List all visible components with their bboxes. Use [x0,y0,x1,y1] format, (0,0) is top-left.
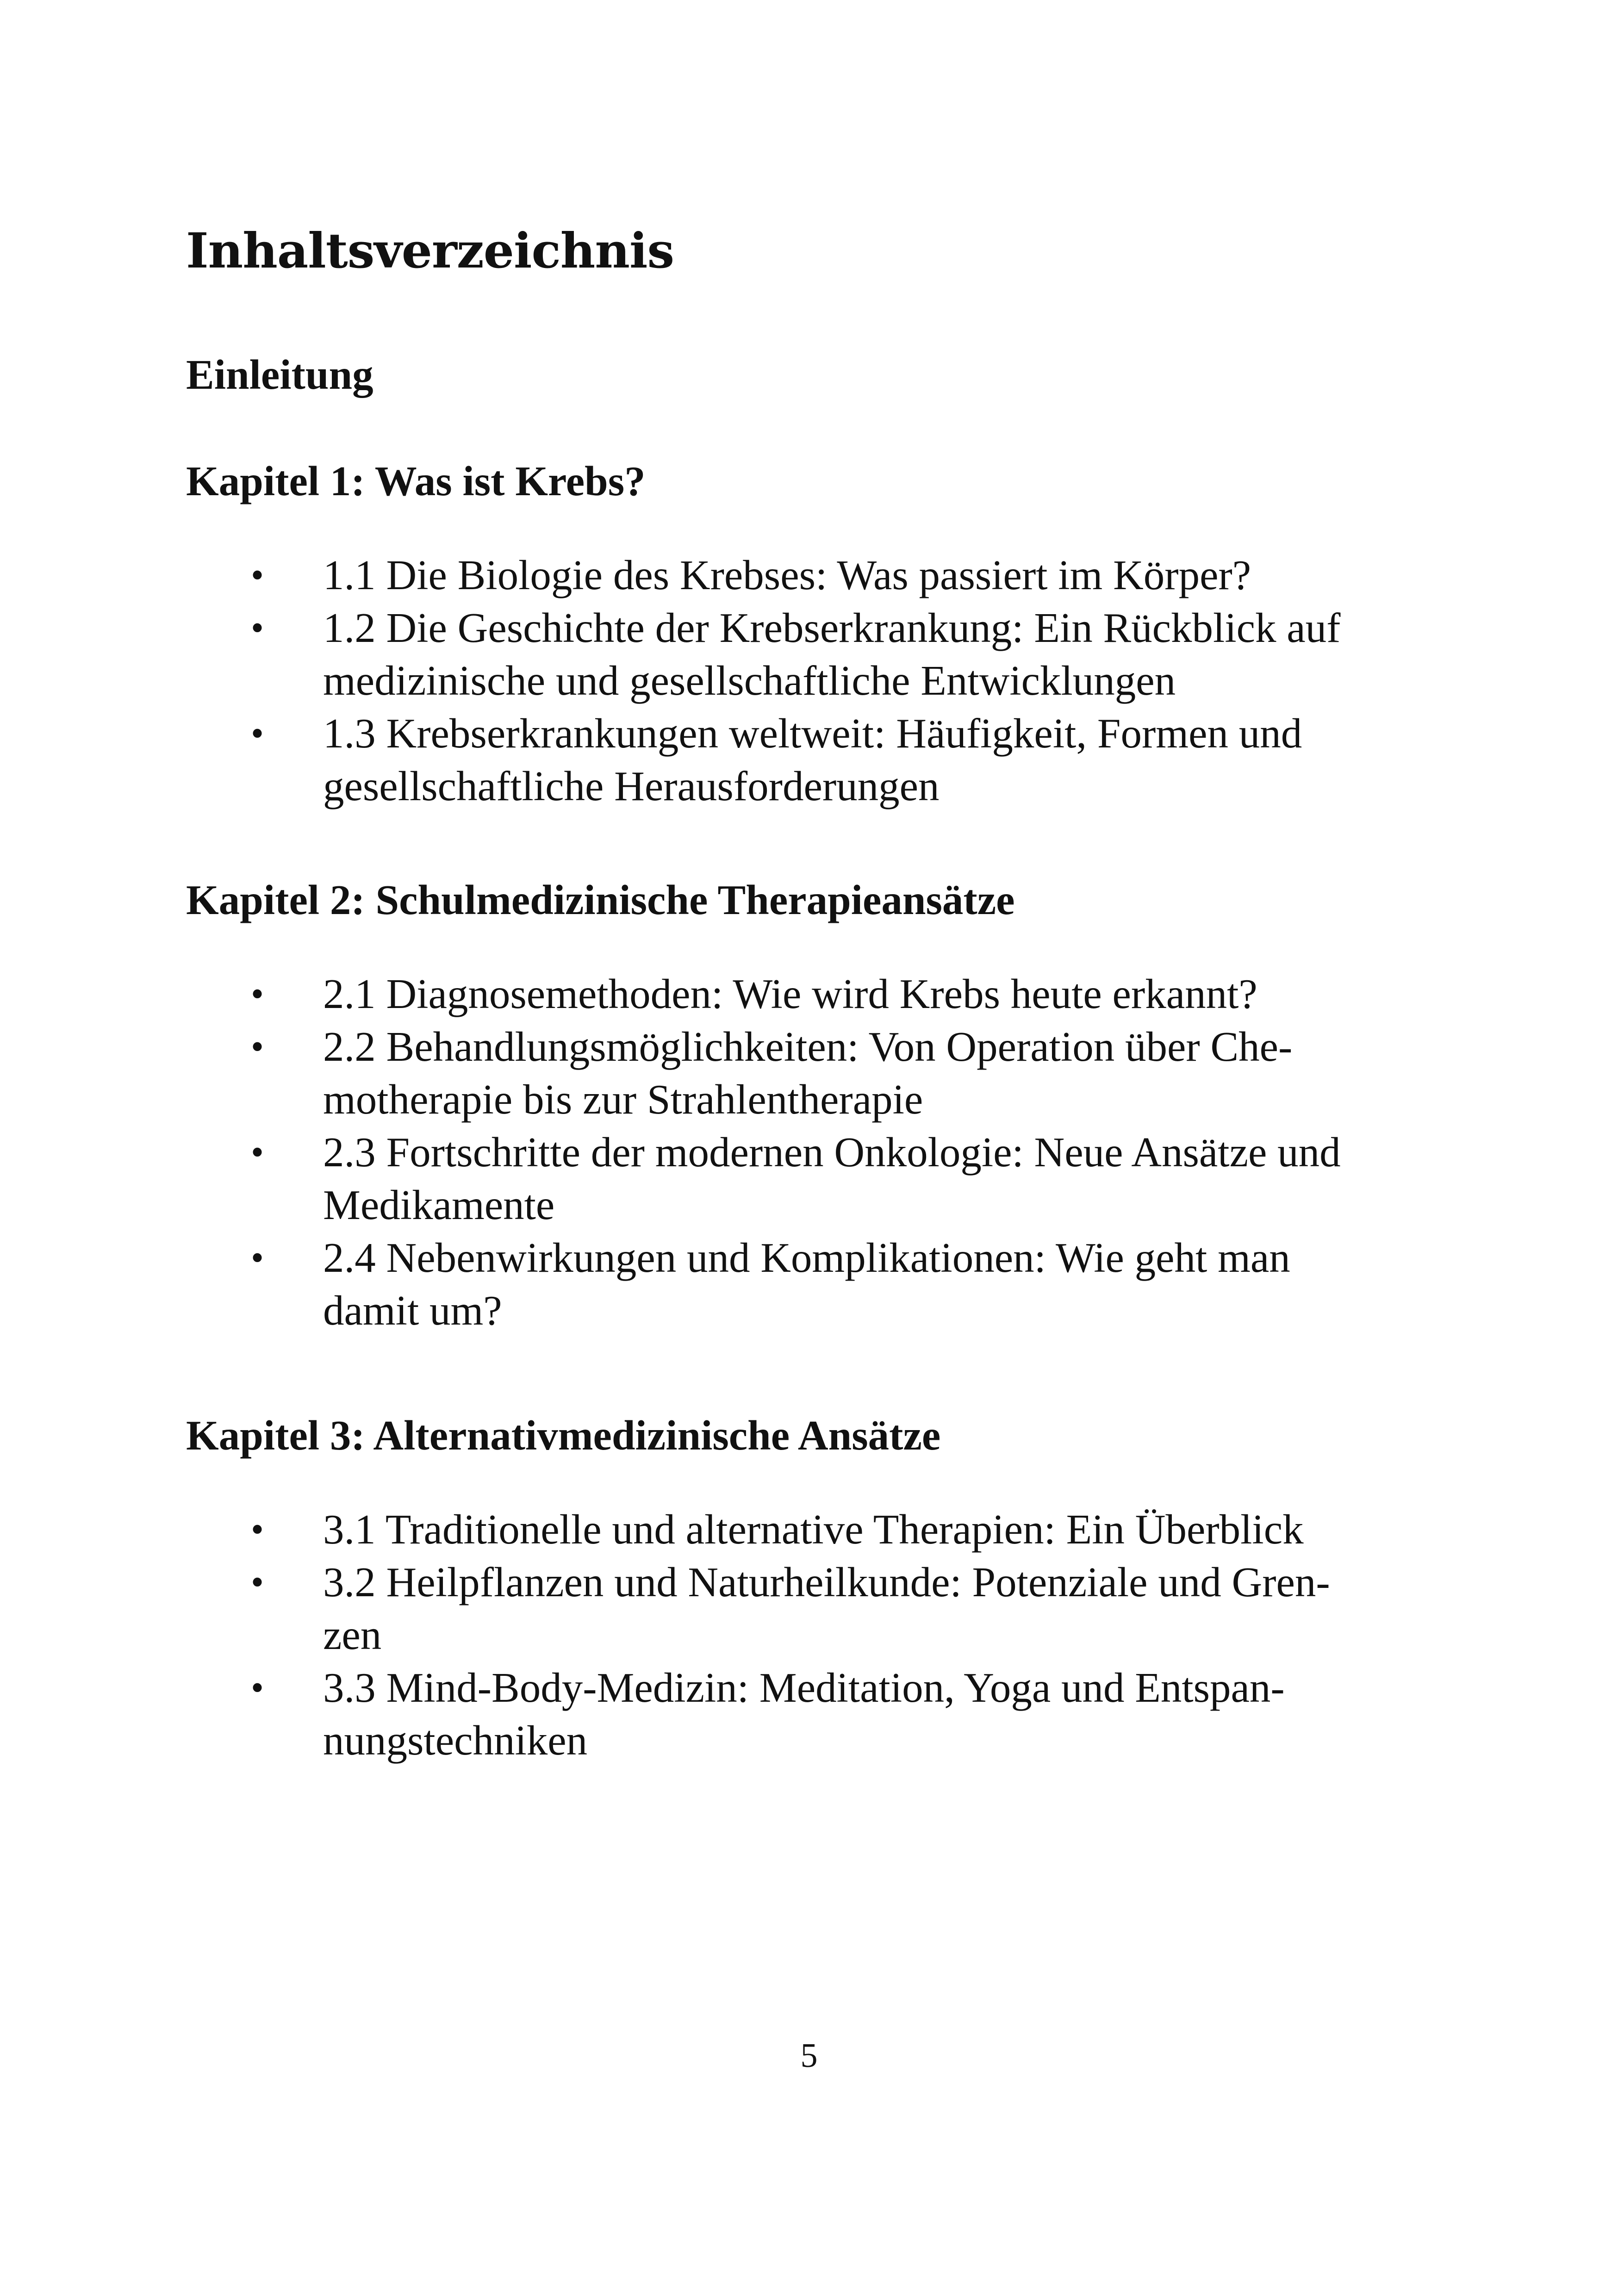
bullet-icon: • [251,974,264,1015]
list-item [186,1232,1618,1337]
item-text-continued: zen [323,1612,382,1659]
list-item [186,1020,1618,1126]
item-text: 2.2 Behandlungsmöglichkeiten: Von Operation über Che- [323,1023,1293,1070]
item-text: 3.2 Heilpflanzen und Naturheilkunde: Potenziale und Gren- [323,1559,1330,1606]
item-text-continued: damit um? [323,1287,502,1334]
item-text: 2.3 Fortschritte der modernen Onkologie: Neue Ansätze und [323,1129,1341,1176]
chapter-1-section [186,456,1482,813]
bullet-icon: • [251,713,264,754]
bullet-icon: • [251,608,264,649]
list-item [186,549,1618,602]
list-item [186,707,1618,813]
item-text-continued: gesellschaftliche Herausforderungen [323,763,940,810]
item-text-continued: Medikamente [323,1182,555,1229]
item-text: 1.2 Die Geschichte der Krebserkrankung: Ein Rückblick auf [323,604,1341,652]
item-text: 1.1 Die Biologie des Krebses: Was passiert im Körper? [323,552,1251,599]
bullet-icon: • [251,555,264,596]
item-text: 2.1 Diagnosemethoden: Wie wird Krebs heute erkannt? [323,971,1257,1018]
item-text-continued: motherapie bis zur Strahlentherapie [323,1076,923,1123]
bullet-icon: • [251,1562,264,1603]
chapter-2-heading: Kapitel 2: Schulmedizinische Therapieansätze [186,877,1015,923]
chapter-2-section [186,875,1482,1337]
bullet-icon: • [251,1027,264,1068]
bullet-icon: • [251,1509,264,1550]
item-text: 3.1 Traditionelle und alternative Therapien: Ein Überblick [323,1506,1304,1553]
bullet-icon: • [251,1668,264,1709]
list-item [186,1556,1618,1661]
toc-title: Inhaltsverzeichnis [186,222,674,279]
item-text-continued: medizinische und gesellschaftliche Entwicklungen [323,657,1176,704]
chapter-1-list [186,549,1482,813]
item-text-continued: nungstechniken [323,1717,588,1764]
list-item [186,1126,1618,1232]
bullet-icon: • [251,1132,264,1173]
chapter-1-heading: Kapitel 1: Was ist Krebs? [186,458,646,504]
chapter-2-list [186,968,1482,1337]
toc-introduction [186,349,1482,400]
list-item [186,602,1618,707]
page-number: 5 [800,2037,818,2075]
item-text: 1.3 Krebserkrankungen weltweit: Häufigkeit, Formen und [323,710,1302,757]
introduction-heading: Einleitung [186,351,373,398]
item-text: 2.4 Nebenwirkungen und Komplikationen: Wie geht man [323,1234,1290,1282]
chapter-3-list [186,1503,1482,1767]
item-text: 3.3 Mind-Body-Medizin: Meditation, Yoga und Entspan- [323,1664,1285,1711]
chapter-3-section [186,1410,1482,1767]
chapter-3-heading: Kapitel 3: Alternativmedizinische Ansätze [186,1412,941,1459]
bullet-icon: • [251,1238,264,1279]
list-item [186,1503,1618,1556]
list-item [186,1661,1618,1767]
list-item [186,968,1618,1020]
